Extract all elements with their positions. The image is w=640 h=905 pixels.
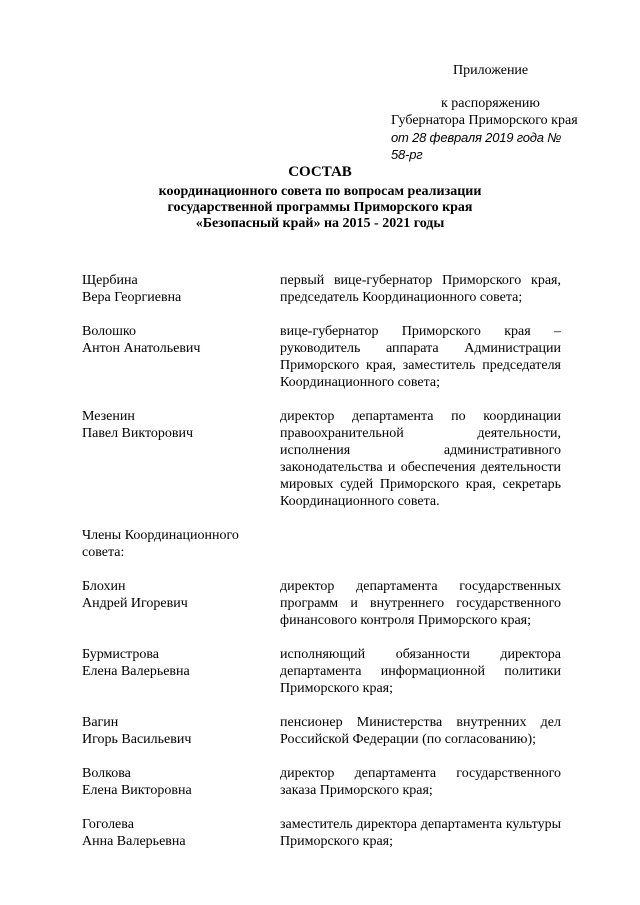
person-surname: Волкова <box>82 766 131 781</box>
person-given-name: Павел Викторович <box>82 426 194 441</box>
person-role: исполняющий обязанности директора департамента информационной политики Приморского края; <box>280 647 561 696</box>
appendix-block <box>391 62 581 163</box>
members-section-label: Члены Координационного совета: <box>82 528 239 560</box>
person-given-name: Антон Анатольевич <box>82 341 201 356</box>
person-surname: Волошко <box>82 324 137 339</box>
person-name <box>82 408 280 510</box>
list-item <box>82 272 562 306</box>
list-item <box>82 816 562 850</box>
person-given-name: Анна Валерьевна <box>82 834 186 849</box>
list-item <box>82 408 562 510</box>
title-line-2: государственной программы Приморского края <box>167 200 473 215</box>
person-role: первый вице-губернатор Приморского края, председатель Координационного совета; <box>280 273 561 305</box>
person-surname: Вагин <box>82 715 119 730</box>
person-surname: Щербина <box>82 273 138 288</box>
document-title <box>100 164 540 232</box>
person-surname: Мезенин <box>82 409 135 424</box>
person-name <box>82 646 280 697</box>
appendix-issuer: Губернатора Приморского края <box>391 113 578 128</box>
person-name <box>82 272 280 306</box>
person-role: директор департамента государственного заказа Приморского края; <box>280 766 561 798</box>
title-line-1: координационного совета по вопросам реализации <box>158 184 482 199</box>
person-surname: Блохин <box>82 579 126 594</box>
person-given-name: Елена Викторовна <box>82 783 192 798</box>
appendix-label: Приложение <box>453 63 529 78</box>
person-role: директор департамента государственных программ и внутреннего государственного финансового контроля Приморского края; <box>280 579 561 628</box>
council-list <box>82 272 562 867</box>
title-line-3: «Безопасный край» на 2015 - 2021 годы <box>195 216 445 231</box>
person-role: заместитель директора департамента культуры Приморского края; <box>280 817 561 849</box>
person-given-name: Игорь Васильевич <box>82 732 192 747</box>
person-role: директор департамента по координации правоохранительной деятельности, исполнения административного законодательства и обеспечения деятельности мировых судей Приморского края, секретарь Координационного совета. <box>280 409 561 509</box>
list-item <box>82 578 562 629</box>
list-item <box>82 646 562 697</box>
person-name <box>82 816 280 850</box>
person-given-name: Вера Георгиевна <box>82 290 182 305</box>
person-given-name: Андрей Игоревич <box>82 596 188 611</box>
list-item <box>82 765 562 799</box>
appendix-order-label: к распоряжению <box>441 96 540 111</box>
person-name <box>82 323 280 391</box>
title-heading: СОСТАВ <box>288 164 352 180</box>
person-role: пенсионер Министерства внутренних дел Российской Федерации (по согласованию); <box>280 715 561 747</box>
list-item <box>82 714 562 748</box>
person-name <box>82 578 280 629</box>
list-item <box>82 323 562 391</box>
person-role: вице-губернатор Приморского края – руководитель аппарата Администрации Приморского края, заместитель председателя Координационного совета; <box>280 324 561 390</box>
person-name <box>82 714 280 748</box>
person-surname: Бурмистрова <box>82 647 159 662</box>
person-name <box>82 765 280 799</box>
person-given-name: Елена Валерьевна <box>82 664 190 679</box>
person-surname: Гоголева <box>82 817 134 832</box>
appendix-date-number: от 28 февраля 2019 года № 58-рг <box>391 130 562 162</box>
